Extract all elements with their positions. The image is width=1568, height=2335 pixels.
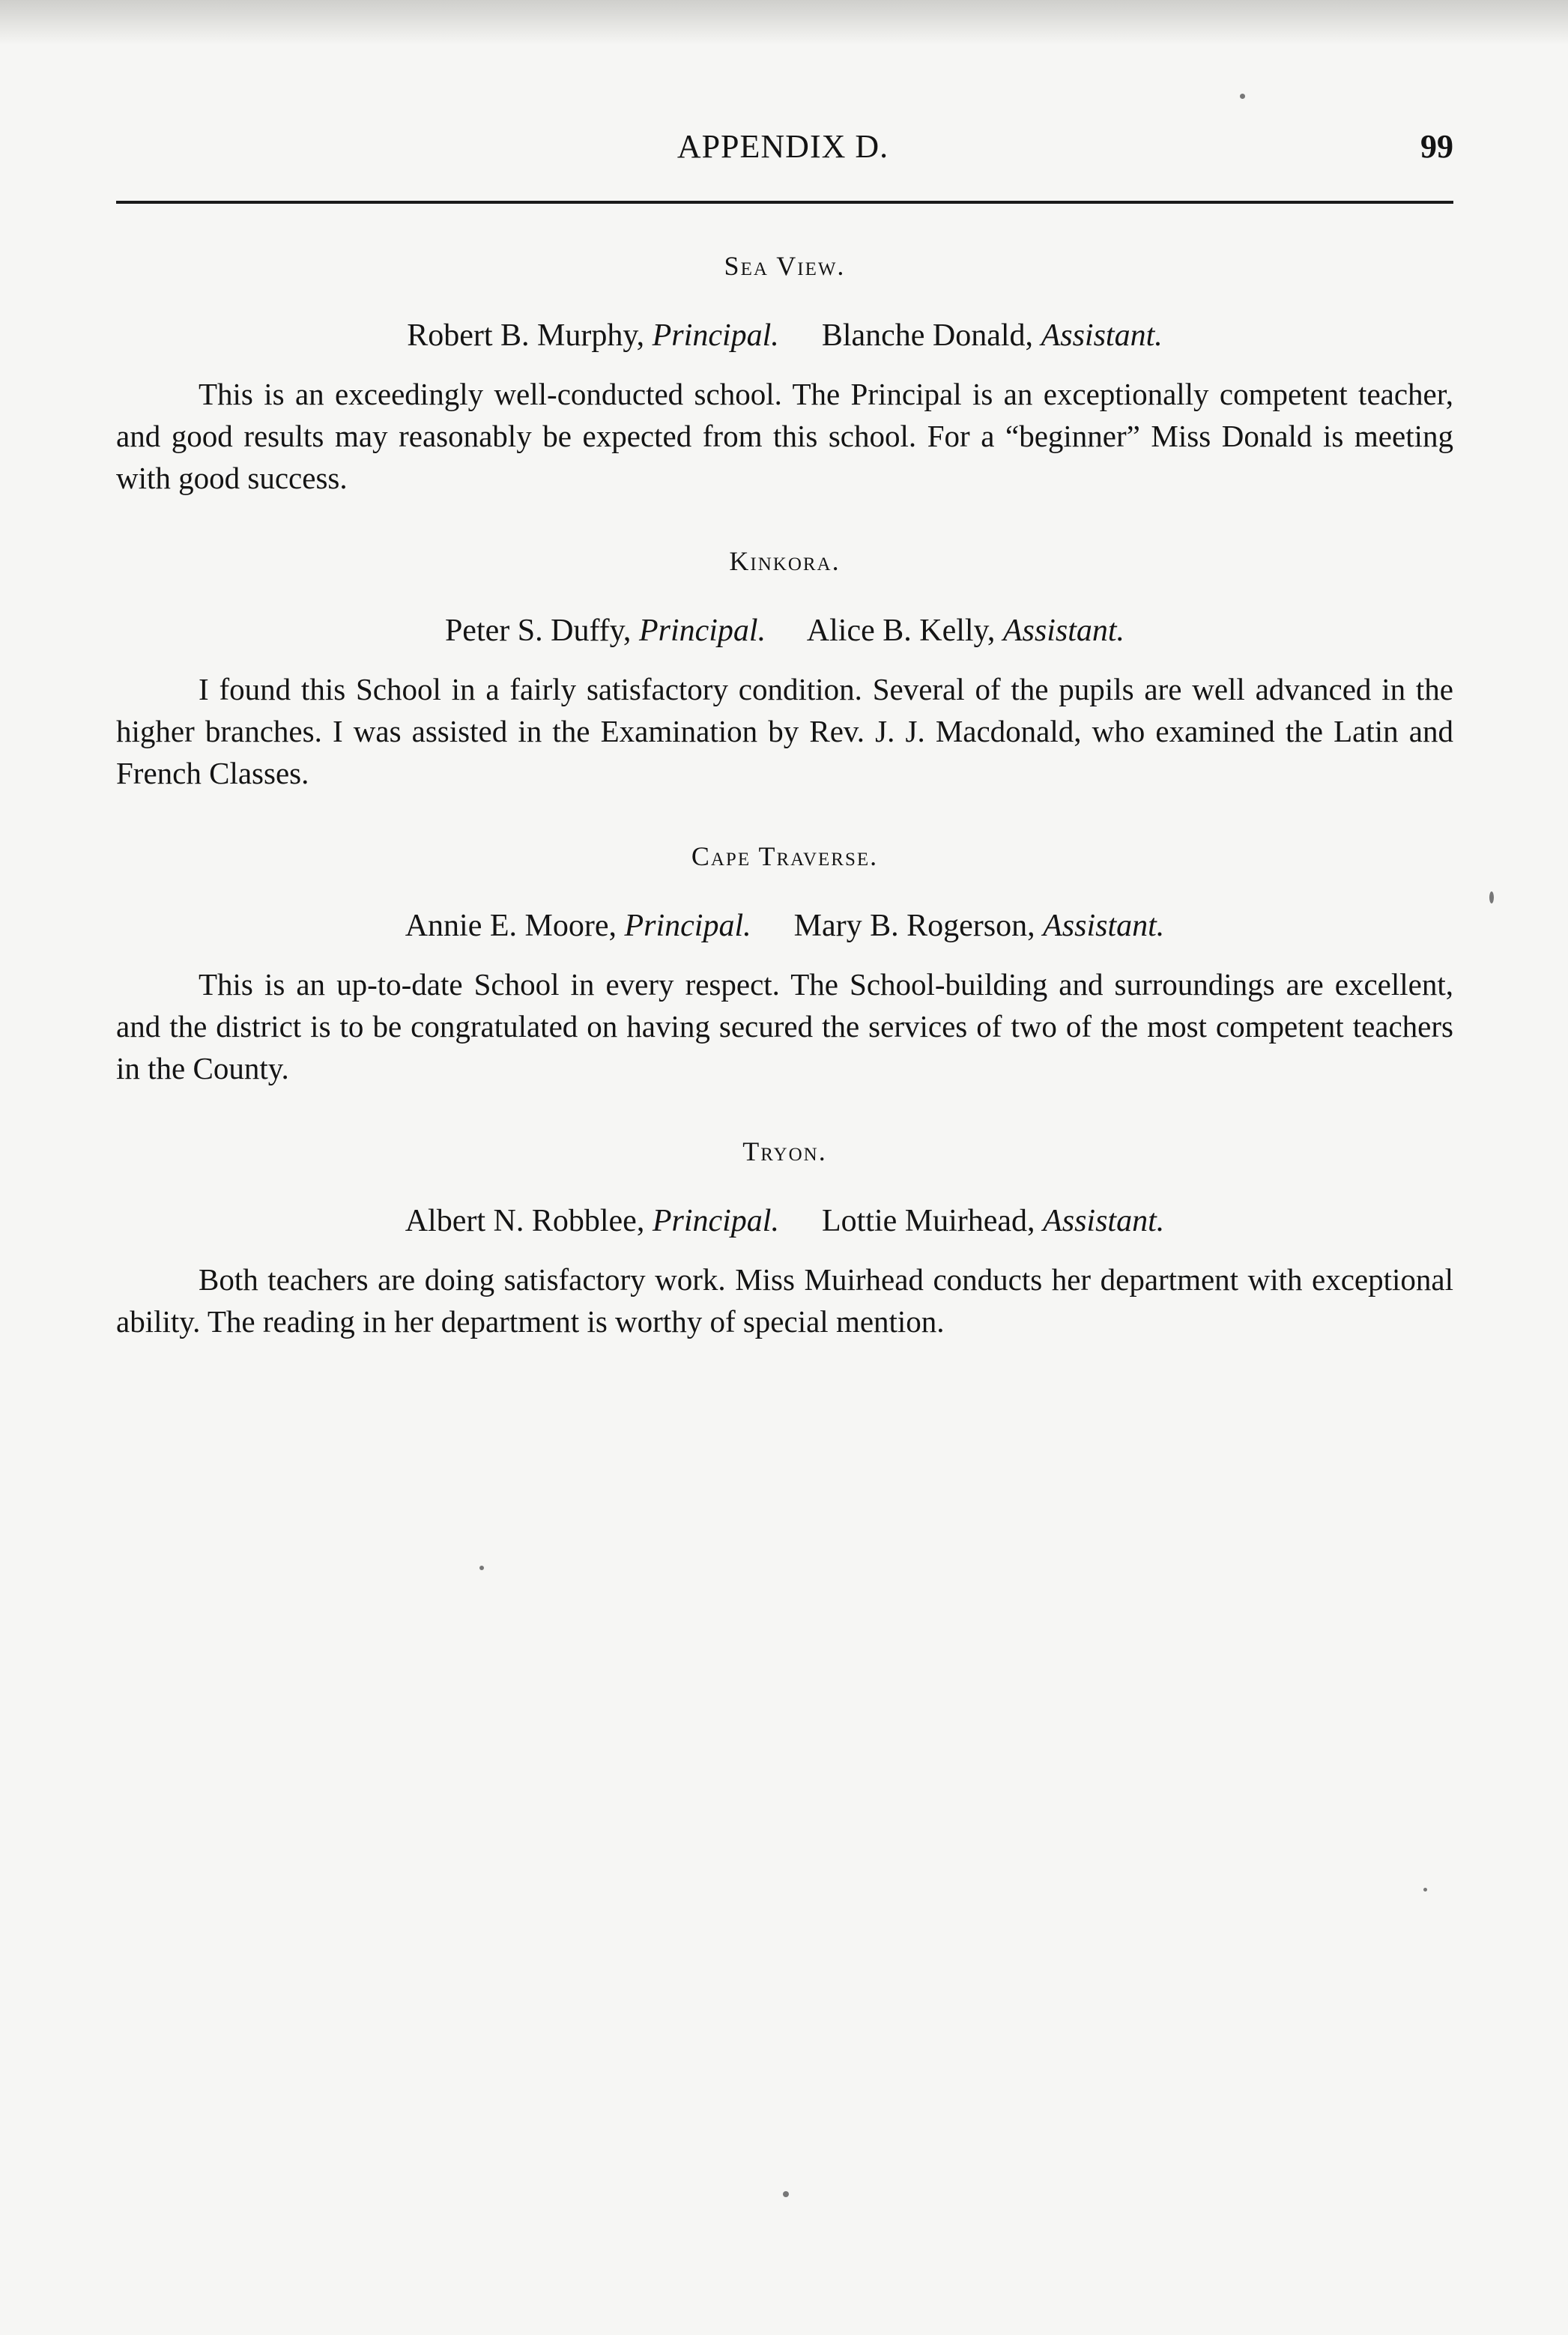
section-body: This is an up-to-date School in every respect. The School-building and surroundings are excellent, and the district is to be congratulated on having secured the services of two of the most competent teachers in the County. [116, 967, 1453, 1085]
section-kinkora [116, 542, 1453, 794]
scan-speck [1489, 891, 1494, 903]
section-heading: Tryon. [742, 1136, 827, 1166]
section-body: I found this School in a fairly satisfactory condition. Several of the pupils are well advanced in the higher branches. I was assisted in the Examination by Rev. J. J. Macdonald, who examined the Latin and French Classes. [116, 672, 1453, 790]
section-body: Both teachers are doing satisfactory work. Miss Muirhead conducts her department with exceptional ability. The reading in her department is worthy of special mention. [116, 1262, 1453, 1339]
scan-speck [1240, 94, 1245, 99]
scan-shadow [0, 0, 1568, 45]
assistant-role: Assistant. [1043, 909, 1165, 943]
scan-speck [783, 2191, 789, 2197]
staff-line [116, 1200, 1453, 1242]
assistant-name: Blanche Donald, [821, 318, 1034, 353]
principal-name: Albert N. Robblee, [405, 1204, 645, 1238]
principal-name: Peter S. Duffy, [444, 614, 632, 648]
section-heading: Cape Traverse. [691, 841, 879, 871]
section-heading: Kinkora. [729, 546, 841, 576]
principal-role: Principal. [652, 318, 779, 353]
principal-role: Principal. [624, 909, 751, 943]
scan-speck [1423, 1888, 1427, 1892]
assistant-name: Mary B. Rogerson, [793, 909, 1035, 943]
principal-name: Annie E. Moore, [405, 909, 617, 943]
page-content [116, 247, 1453, 1386]
page-header [112, 127, 1453, 180]
principal-role: Principal. [652, 1204, 779, 1238]
assistant-role: Assistant. [1043, 1204, 1165, 1238]
section-heading: Sea View. [724, 251, 846, 281]
assistant-role: Assistant. [1002, 614, 1125, 648]
running-head: APPENDIX D. [676, 128, 889, 165]
section-sea-view [116, 247, 1453, 499]
section-body: This is an exceedingly well-conducted school. The Principal is an exceptionally competent teacher, and good results may reasonably be expected from this school. For a “beginner” Miss Donald is meeting with good success. [116, 377, 1453, 495]
section-tryon [116, 1133, 1453, 1342]
assistant-name: Alice B. Kelly, [806, 614, 996, 648]
scan-speck [479, 1566, 484, 1570]
staff-line [116, 315, 1453, 357]
staff-line [116, 610, 1453, 652]
assistant-name: Lottie Muirhead, [821, 1204, 1035, 1238]
staff-line [116, 905, 1453, 947]
principal-name: Robert B. Murphy, [407, 318, 645, 353]
assistant-role: Assistant. [1041, 318, 1163, 353]
header-rule [116, 201, 1453, 204]
section-cape-traverse [116, 838, 1453, 1089]
page-number: 99 [1420, 128, 1453, 165]
principal-role: Principal. [638, 614, 766, 648]
